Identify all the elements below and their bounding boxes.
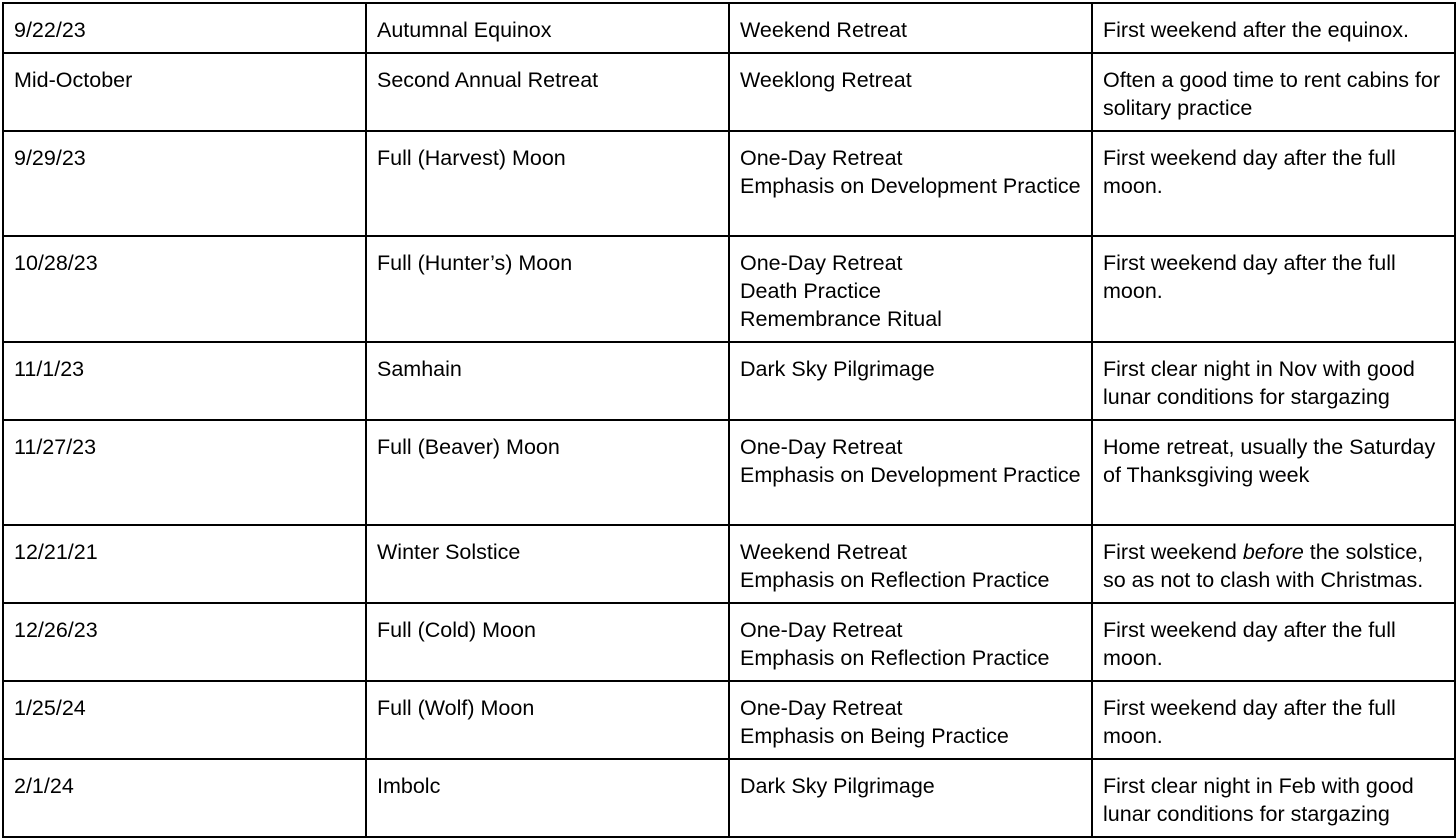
retreat-schedule-table: [2, 2, 1456, 838]
date-cell: 12/21/21: [3, 525, 366, 603]
table-row: [3, 53, 1455, 131]
event-line: Emphasis on Being Practice: [740, 724, 1009, 748]
date-cell: 1/25/24: [3, 681, 366, 759]
date-cell: 11/1/23: [3, 342, 366, 420]
table-row: [3, 131, 1455, 236]
table-row: [3, 236, 1455, 342]
event-line: Weeklong Retreat: [740, 68, 912, 92]
notes-cell: First weekend day after the full moon.: [1092, 603, 1455, 681]
occasion-cell: Autumnal Equinox: [366, 3, 729, 53]
date-cell: 9/29/23: [3, 131, 366, 236]
event-cell: [729, 603, 1092, 681]
notes-text: First weekend before the solstice, so as not to clash with Christmas.: [1103, 540, 1424, 592]
notes-cell: First weekend after the equinox.: [1092, 3, 1455, 53]
event-cell: [729, 342, 1092, 420]
notes-cell: First clear night in Nov with good lunar conditions for stargazing: [1092, 342, 1455, 420]
date-cell: 10/28/23: [3, 236, 366, 342]
notes-cell: First weekend day after the full moon.: [1092, 236, 1455, 342]
occasion-cell: Winter Solstice: [366, 525, 729, 603]
table-row: [3, 420, 1455, 525]
event-cell: [729, 681, 1092, 759]
occasion-cell: Second Annual Retreat: [366, 53, 729, 131]
event-line: Remembrance Ritual: [740, 307, 942, 331]
event-line: One-Day Retreat: [740, 618, 903, 642]
event-line: One-Day Retreat: [740, 146, 903, 170]
event-cell: [729, 53, 1092, 131]
event-line: Emphasis on Development Practice: [740, 174, 1081, 198]
notes-cell: [1092, 525, 1455, 603]
date-cell: 11/27/23: [3, 420, 366, 525]
notes-cell: First weekend day after the full moon.: [1092, 131, 1455, 236]
event-cell: [729, 759, 1092, 837]
date-cell: 2/1/24: [3, 759, 366, 837]
occasion-cell: Full (Beaver) Moon: [366, 420, 729, 525]
table-row: [3, 525, 1455, 603]
occasion-cell: Full (Hunter’s) Moon: [366, 236, 729, 342]
table-row: [3, 759, 1455, 837]
event-line: One-Day Retreat: [740, 696, 903, 720]
date-cell: 12/26/23: [3, 603, 366, 681]
event-line: Dark Sky Pilgrimage: [740, 774, 935, 798]
event-cell: [729, 3, 1092, 53]
event-line: Dark Sky Pilgrimage: [740, 357, 935, 381]
event-cell: [729, 420, 1092, 525]
table-row: [3, 342, 1455, 420]
date-cell: 9/22/23: [3, 3, 366, 53]
occasion-cell: Full (Cold) Moon: [366, 603, 729, 681]
emphasis-text: before: [1242, 540, 1304, 564]
event-cell: [729, 525, 1092, 603]
date-cell: Mid-October: [3, 53, 366, 131]
occasion-cell: Full (Wolf) Moon: [366, 681, 729, 759]
notes-cell: Often a good time to rent cabins for solitary practice: [1092, 53, 1455, 131]
event-line: Weekend Retreat: [740, 540, 907, 564]
event-line: Emphasis on Reflection Practice: [740, 646, 1050, 670]
notes-cell: Home retreat, usually the Saturday of Thanksgiving week: [1092, 420, 1455, 525]
event-line: Emphasis on Development Practice: [740, 463, 1081, 487]
event-line: Emphasis on Reflection Practice: [740, 568, 1050, 592]
table-row: [3, 3, 1455, 53]
event-line: Death Practice: [740, 279, 882, 303]
table-row: [3, 681, 1455, 759]
occasion-cell: Full (Harvest) Moon: [366, 131, 729, 236]
occasion-cell: Imbolc: [366, 759, 729, 837]
notes-cell: First clear night in Feb with good lunar conditions for stargazing: [1092, 759, 1455, 837]
notes-cell: First weekend day after the full moon.: [1092, 681, 1455, 759]
event-cell: [729, 131, 1092, 236]
occasion-cell: Samhain: [366, 342, 729, 420]
table-row: [3, 603, 1455, 681]
event-line: Weekend Retreat: [740, 18, 907, 42]
event-cell: [729, 236, 1092, 342]
event-line: One-Day Retreat: [740, 251, 903, 275]
event-line: One-Day Retreat: [740, 435, 903, 459]
